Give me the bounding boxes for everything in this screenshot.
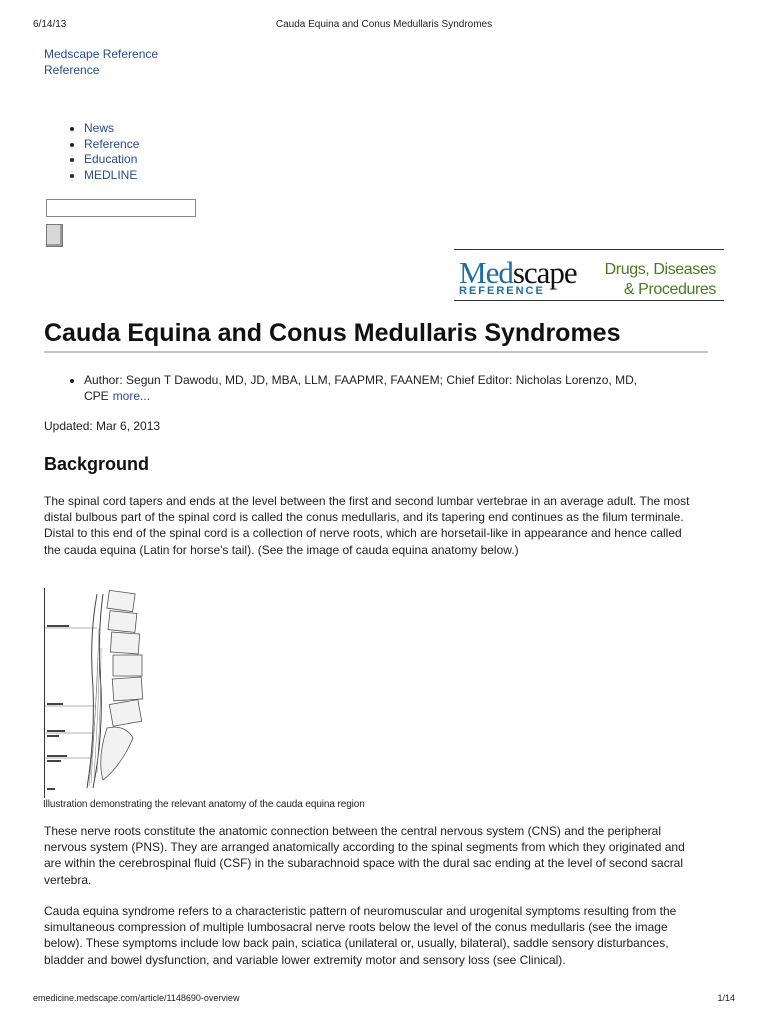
nav-item-education <box>84 152 139 168</box>
logo-scape-text: scape <box>512 255 577 290</box>
nav-item-medline <box>84 168 139 184</box>
logo-med-text: Med <box>459 255 513 290</box>
background-paragraph-3: Cauda equina syndrome refers to a characteristic pattern of neuromuscular and urogenital symptoms resulting from the simultaneous compression of multiple lumbosacral nerve roots below the level of the conus medullaris (see the image below). These symptoms include low back pain, sciatica (unilateral or, usually, bilateral), saddle sensory disturbances, bladder and bowel dysfunction, and variable lower extremity motor and sensory loss (see Clinical). <box>44 904 677 967</box>
author-list <box>44 373 704 404</box>
logo-reference-text: REFERENCE <box>459 285 545 297</box>
spine-illustration-graphic <box>45 588 155 798</box>
logo-tagline-line2: & Procedures <box>623 281 716 298</box>
author-text: Author: Segun T Dawodu, MD, JD, MBA, LLM, FAAPMR, FAANEM; Chief Editor: Nicholas Lorenzo, MD, CPE <box>84 373 638 403</box>
top-navigation <box>44 121 139 183</box>
medscape-reference-logo[interactable] <box>454 249 724 301</box>
search-button[interactable] <box>46 224 63 247</box>
page-title: Cauda Equina and Conus Medullaris Syndromes <box>44 319 621 347</box>
title-divider <box>44 351 708 353</box>
print-footer <box>33 993 735 1005</box>
more-authors-link[interactable]: more... <box>112 388 151 403</box>
updated-date: Updated: Mar 6, 2013 <box>44 419 161 433</box>
nav-link-news[interactable]: News <box>84 121 115 135</box>
cauda-equina-anatomy-illustration[interactable] <box>44 588 155 798</box>
background-paragraph-2: These nerve roots constitute the anatomic connection between the central nervous system (CNS) and the peripheral nervous system (PNS). They are arranged anatomically according to the spinal segments from which they originated and are within the cerebrospinal fluid (CSF) in the subarachnoid space with the dural sac ending at the level of second sacral vertebra. <box>44 824 685 887</box>
nav-item-reference <box>84 137 139 153</box>
nav-link-medline[interactable]: MEDLINE <box>84 167 138 182</box>
section-heading-background: Background <box>44 454 150 474</box>
logo-wordmark <box>459 255 577 290</box>
search-input[interactable] <box>46 199 196 217</box>
nav-link-education[interactable]: Education <box>84 152 138 166</box>
print-date: 6/14/13 <box>33 19 67 30</box>
background-paragraph-1: The spinal cord tapers and ends at the level between the first and second lumbar vertebrae in an average adult. The most distal bulbous part of the spinal cord is called the conus medullaris, and its tapering end continues as the filum terminale. Distal to this end of the spinal cord is a collection of nerve roots, which are horsetail-like in appearance and hence called the cauda equina (Latin for horse's tail). (See the image of cauda equina anatomy below.) <box>44 494 690 557</box>
logo-tagline-line1: Drugs, Diseases <box>604 261 716 278</box>
figure-caption: Illustration demonstrating the relevant anatomy of the cauda equina region <box>43 799 365 810</box>
print-url: emedicine.medscape.com/article/1148690-overview <box>33 993 240 1003</box>
nav-link-reference[interactable]: Reference <box>84 136 140 151</box>
author-item <box>84 373 704 404</box>
print-page-number: 1/14 <box>717 993 735 1003</box>
logo-tagline <box>605 260 716 300</box>
print-document-title: Cauda Equina and Conus Medullaris Syndromes <box>275 19 493 30</box>
site-link-reference[interactable]: Reference <box>44 63 100 77</box>
nav-item-news <box>84 121 139 137</box>
print-header <box>33 19 735 33</box>
site-link-medscape-reference[interactable]: Medscape Reference <box>44 47 159 61</box>
